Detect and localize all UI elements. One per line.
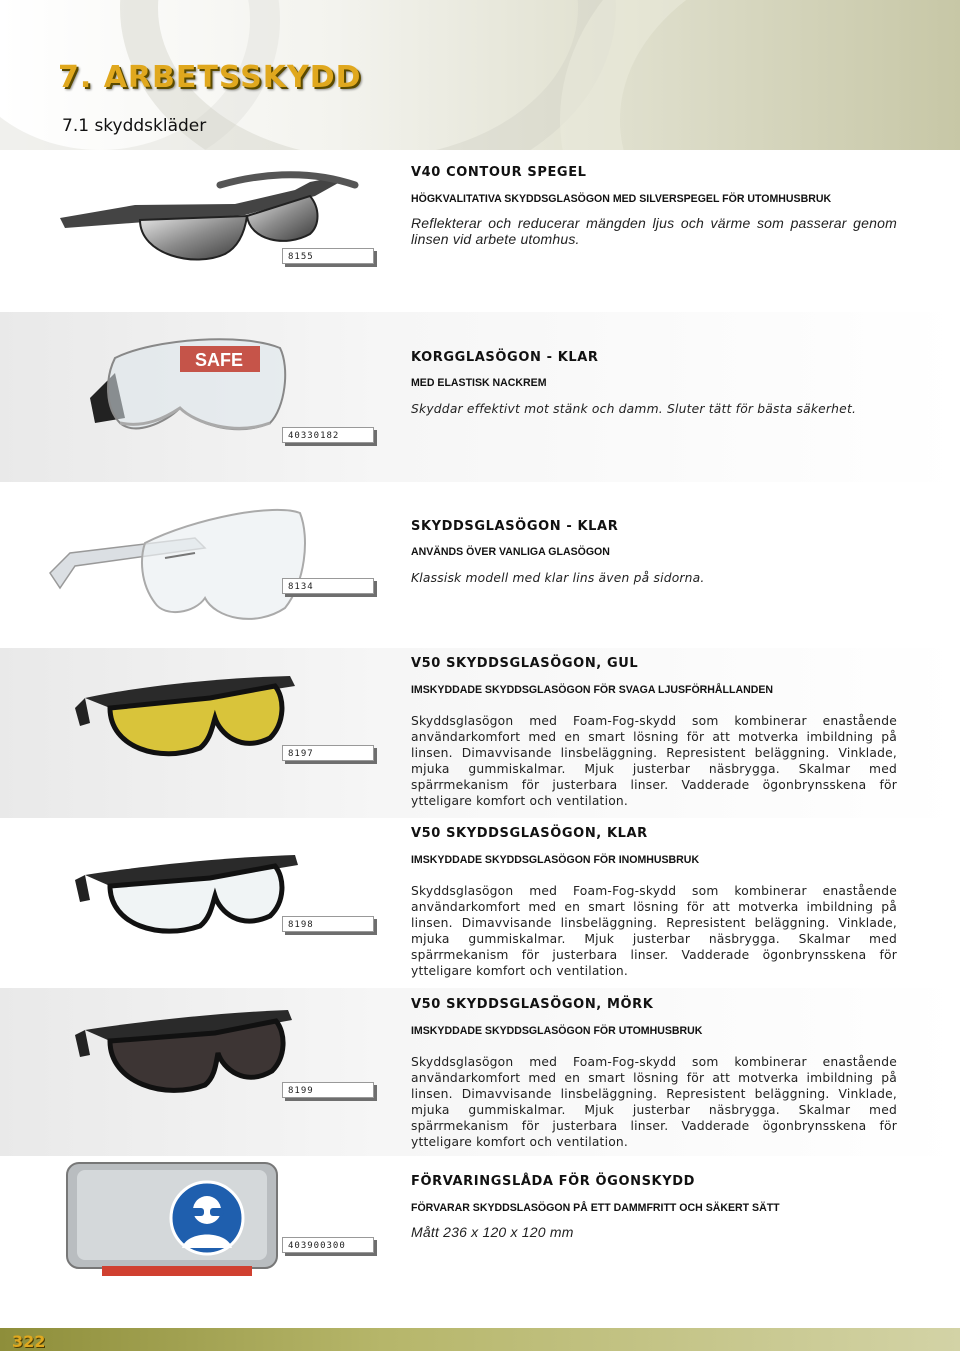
product-subtitle: MED ELASTISK NACKREM: [411, 377, 547, 389]
product-title: V50 SKYDDSGLASÖGON, KLAR: [411, 826, 648, 841]
product-subtitle: FÖRVARAR SKYDDSLASÖGON PÅ ETT DAMMFRITT OCH SÄKERT SÄTT: [411, 1202, 780, 1214]
product-description: Skyddsglasögon med Foam-Fog-skydd som kombinerar enastående användarkomfort med en smart lösning för att motverka imbildning på linsen. Dimavvisande linsbeläggning. Represistent beläggning. Vinklade, mjuka gummiskalmar. Mjuk justerbar näsbrygga. Skalmar med spärrmekanism för justerbara linser. Vadderade ögonbrynsskena för ytteligare komfort och ventilation.: [411, 714, 897, 808]
product-description: Klassisk modell med klar lins även på sidorna.: [411, 571, 705, 585]
page-number: 322: [12, 1332, 46, 1351]
product-code-tag: 40330182: [282, 427, 374, 443]
product-title: KORGGLASÖGON - KLAR: [411, 350, 599, 365]
product-subtitle: IMSKYDDADE SKYDDSGLASÖGON FÖR SVAGA LJUSFÖRHÅLLANDEN: [411, 684, 773, 696]
product-code-tag: 8155: [282, 248, 374, 264]
product-code-tag: 8197: [282, 745, 374, 761]
goggles-image: [85, 328, 295, 443]
clear-overglasses-image: [45, 498, 335, 628]
page-title: 7. ARBETSSKYDD: [58, 60, 362, 95]
product-description: Skyddar effektivt mot stänk och damm. Sluter tätt för bästa säkerhet.: [411, 402, 857, 416]
section-subtitle: 7.1 skyddskläder: [62, 116, 207, 136]
product-title: V50 SKYDDSGLASÖGON, GUL: [411, 656, 639, 671]
product-subtitle: ANVÄNDS ÖVER VANLIGA GLASÖGON: [411, 546, 610, 558]
yellow-glasses-image: [70, 668, 305, 778]
storage-box-image: [62, 1158, 287, 1283]
product-code-tag: 403900300: [282, 1237, 374, 1253]
footer-band: [0, 1328, 960, 1351]
product-description: Skyddsglasögon med Foam-Fog-skydd som kombinerar enastående användarkomfort med en smart lösning för att motverka imbildning på linsen. Dimavvisande linsbeläggning. Represistent beläggning. Vinklade, mjuka gummiskalmar. Mjuk justerbar näsbrygga. Skalmar med spärrmekanism för justerbara linser. Vadderade ögonbrynsskena för ytteligare komfort och ventilation.: [411, 1055, 897, 1149]
product-subtitle: HÖGKVALITATIVA SKYDDSGLASÖGON MED SILVERSPEGEL FÖR UTOMHUSBRUK: [411, 193, 832, 205]
product-description: Skyddsglasögon med Foam-Fog-skydd som kombinerar enastående användarkomfort med en smart lösning för att motverka imbildning på linsen. Dimavvisande linsbeläggning. Represistent beläggning. Vinklade, mjuka gummiskalmar. Mjuk justerbar näsbrygga. Skalmar med spärrmekanism för justerbara linser. Vadderade ögonbrynsskena för ytteligare komfort och ventilation.: [411, 884, 897, 978]
dark-glasses-image: [70, 1005, 300, 1115]
product-title: V40 CONTOUR SPEGEL: [411, 165, 587, 180]
product-description: Reflekterar och reducerar mängden ljus och värme som passerar genom linsen vid arbete utomhus.: [411, 215, 897, 247]
header-swirl: [560, 0, 960, 150]
product-subtitle: IMSKYDDADE SKYDDSGLASÖGON FÖR UTOMHUSBRUK: [411, 1025, 703, 1037]
product-code-tag: 8198: [282, 916, 374, 932]
product-subtitle: IMSKYDDADE SKYDDSGLASÖGON FÖR INOMHUSBRUK: [411, 854, 700, 866]
product-title: V50 SKYDDSGLASÖGON, MÖRK: [411, 997, 654, 1012]
product-description: Mått 236 x 120 x 120 mm: [411, 1224, 574, 1240]
page-header: [0, 0, 960, 150]
goggle-brand-text: SAFE: [195, 350, 244, 370]
product-title: SKYDDSGLASÖGON - KLAR: [411, 519, 619, 534]
clear-foam-glasses-image: [70, 850, 305, 960]
product-title: FÖRVARINGSLÅDA FÖR ÖGONSKYDD: [411, 1174, 696, 1189]
product-code-tag: 8199: [282, 1082, 374, 1098]
product-code-tag: 8134: [282, 578, 374, 594]
